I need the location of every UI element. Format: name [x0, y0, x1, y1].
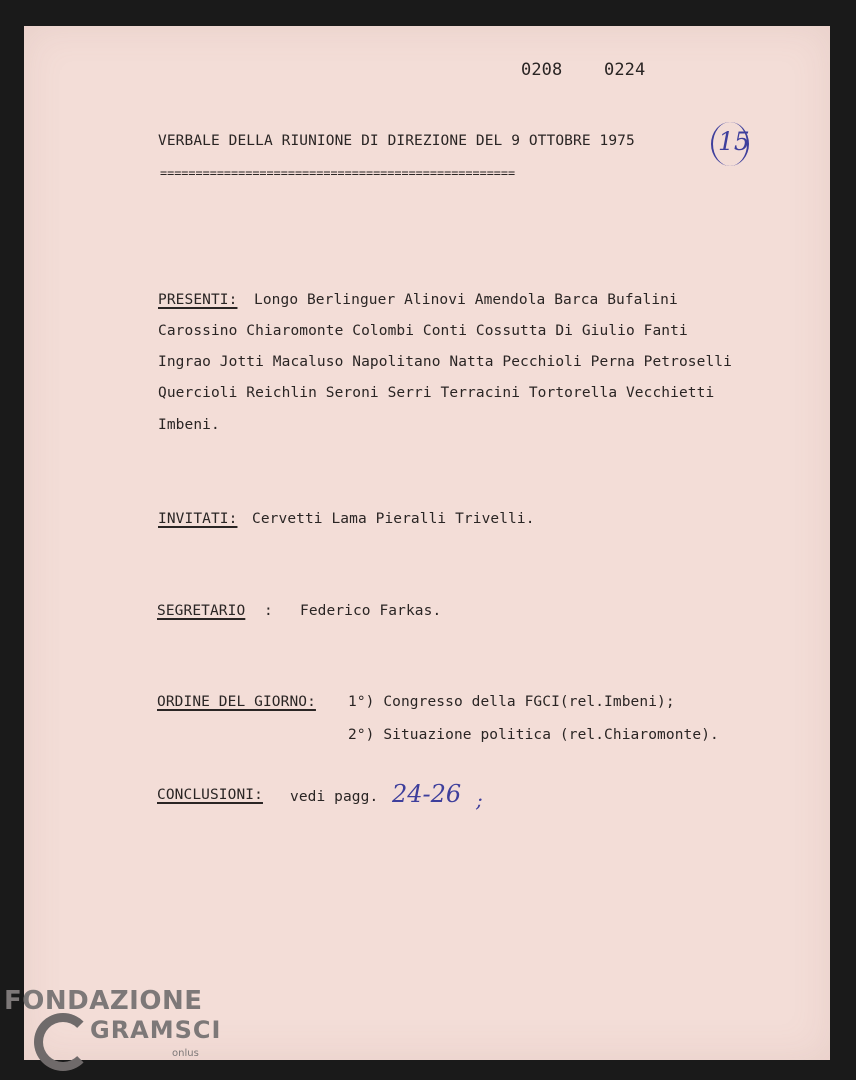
document-page — [24, 26, 830, 1060]
presenti-line: Imbeni. — [158, 417, 220, 433]
watermark-g-icon — [34, 1013, 92, 1071]
presenti-label: PRESENTI: — [158, 292, 238, 308]
watermark-sub: onlus — [172, 1048, 199, 1059]
ordine-item: 1°) Congresso della FGCI(rel.Imbeni); — [348, 694, 675, 710]
conclusioni-pages-handwritten: 24-26 — [392, 780, 462, 808]
invitati-text: Cervetti Lama Pieralli Trivelli. — [252, 511, 535, 527]
ref-number-1: 0208 — [521, 60, 563, 80]
title-rule: ================================================== — [160, 166, 516, 180]
conclusioni-trailing: ; — [476, 788, 483, 812]
segretario-text: Federico Farkas. — [300, 603, 442, 619]
handwritten-number-text: 15 — [718, 127, 750, 156]
bleed-through-text — [174, 186, 191, 252]
invitati-label: INVITATI: — [158, 511, 238, 527]
presenti-line: Quercioli Reichlin Seroni Serri Terracini Tortorella Vecchietti — [158, 385, 715, 401]
ordine-label: ORDINE DEL GIORNO: — [157, 694, 316, 710]
presenti-line: Ingrao Jotti Macaluso Napolitano Natta Pecchioli Perna Petroselli — [158, 354, 732, 370]
segretario-label: SEGRETARIO — [157, 603, 246, 619]
watermark-line1: FONDAZIONE — [4, 986, 203, 1016]
watermark-line2: GRAMSCI — [90, 1016, 222, 1044]
presenti-line: Carossino Chiaromonte Colombi Conti Cossutta Di Giulio Fanti — [158, 323, 688, 339]
conclusioni-text: vedi pagg. — [290, 789, 379, 805]
ordine-item: 2°) Situazione politica (rel.Chiaromonte). — [348, 727, 719, 743]
segretario-separator: : — [264, 603, 273, 619]
ref-number-2: 0224 — [604, 60, 646, 80]
presenti-line: Longo Berlinguer Alinovi Amendola Barca Bufalini — [254, 292, 678, 308]
document-title: VERBALE DELLA RIUNIONE DI DIREZIONE DEL 9 OTTOBRE 1975 — [158, 133, 635, 149]
conclusioni-label: CONCLUSIONI: — [157, 787, 263, 803]
